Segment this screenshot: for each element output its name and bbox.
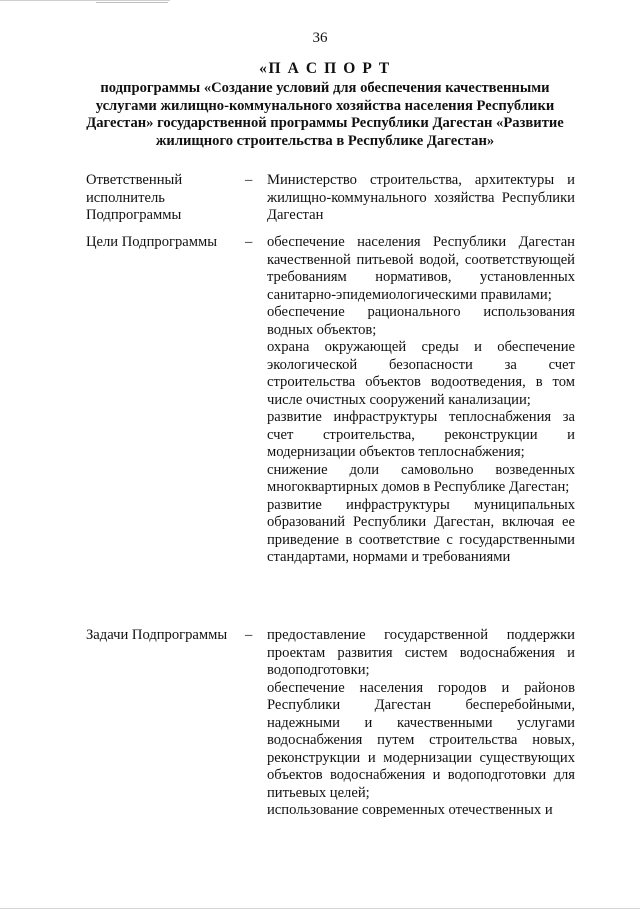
section-label bbox=[86, 234, 236, 252]
scan-artifact-bottom bbox=[0, 908, 640, 909]
section-label bbox=[86, 172, 236, 225]
content-item: предоставление государственной поддержки проектам развития систем водоснабжения и водоподготовки; bbox=[267, 627, 575, 678]
content-item: использование современных отечественных и bbox=[267, 802, 553, 818]
passport-subtitle bbox=[60, 80, 590, 150]
label-line: Ответственный bbox=[86, 172, 183, 188]
section-content bbox=[267, 627, 575, 820]
section-content bbox=[267, 172, 575, 225]
subtitle-line: жилищного строительства в Республике Дагестан» bbox=[155, 132, 495, 149]
dash-separator: – bbox=[245, 234, 253, 250]
content-item: охрана окружающей среды и обеспечение экологической безопасности за счет строительства объектов водоотведения, в том числе очистных сооружений канализации; bbox=[267, 339, 575, 408]
label-line: Задачи Подпрограммы bbox=[86, 627, 228, 643]
subtitle-line: услугами жилищно-коммунального хозяйства населения Республики bbox=[95, 97, 555, 114]
content-item: развитие инфраструктуры муниципальных образований Республики Дагестан, включая ее приведение в соответствие с государственными стандартами, нормами и требованиями bbox=[267, 496, 575, 565]
section-label bbox=[86, 627, 236, 645]
page-number: 36 bbox=[312, 30, 328, 46]
scan-artifact-top bbox=[0, 0, 170, 1]
passport-title: «П А С П О Р Т bbox=[259, 60, 391, 77]
scan-artifact-dash bbox=[96, 2, 168, 3]
label-line: Подпрограммы bbox=[86, 207, 182, 223]
dash-separator: – bbox=[245, 172, 253, 188]
content-item: снижение доли самовольно возведенных многоквартирных домов в Республике Дагестан; bbox=[267, 461, 575, 495]
content-item: обеспечение рационального использования водных объектов; bbox=[267, 304, 575, 338]
content-item: обеспечение населения Республики Дагестан качественной питьевой водой, соответствующей требованиям нормативов, установленных санитарно-эпидемиологическими правилами; bbox=[267, 234, 575, 303]
passport-heading bbox=[60, 58, 590, 150]
label-line: Цели Подпрограммы bbox=[86, 234, 218, 250]
content-item: обеспечение населения городов и районов Республики Дагестан бесперебойными, надежными и качественными услугами водоснабжения путем строительства новых, реконструкции и модернизации существующих объектов водоснабжения и водоподготовки для питьевых целей; bbox=[267, 679, 575, 801]
subtitle-line: Дагестан» государственной программы Республики Дагестан «Развитие bbox=[86, 115, 564, 131]
section-content bbox=[267, 234, 575, 567]
content-item: развитие инфраструктуры теплоснабжения за счет строительства, реконструкции и модернизации объектов теплоснабжения; bbox=[267, 409, 575, 460]
content-item: Министерство строительства, архитектуры и жилищно-коммунального хозяйства Республики Дагестан bbox=[267, 172, 575, 223]
subtitle-line: подпрограммы «Создание условий для обеспечения качественными bbox=[100, 80, 550, 96]
label-line: исполнитель bbox=[86, 189, 165, 206]
dash-separator: – bbox=[245, 627, 253, 643]
